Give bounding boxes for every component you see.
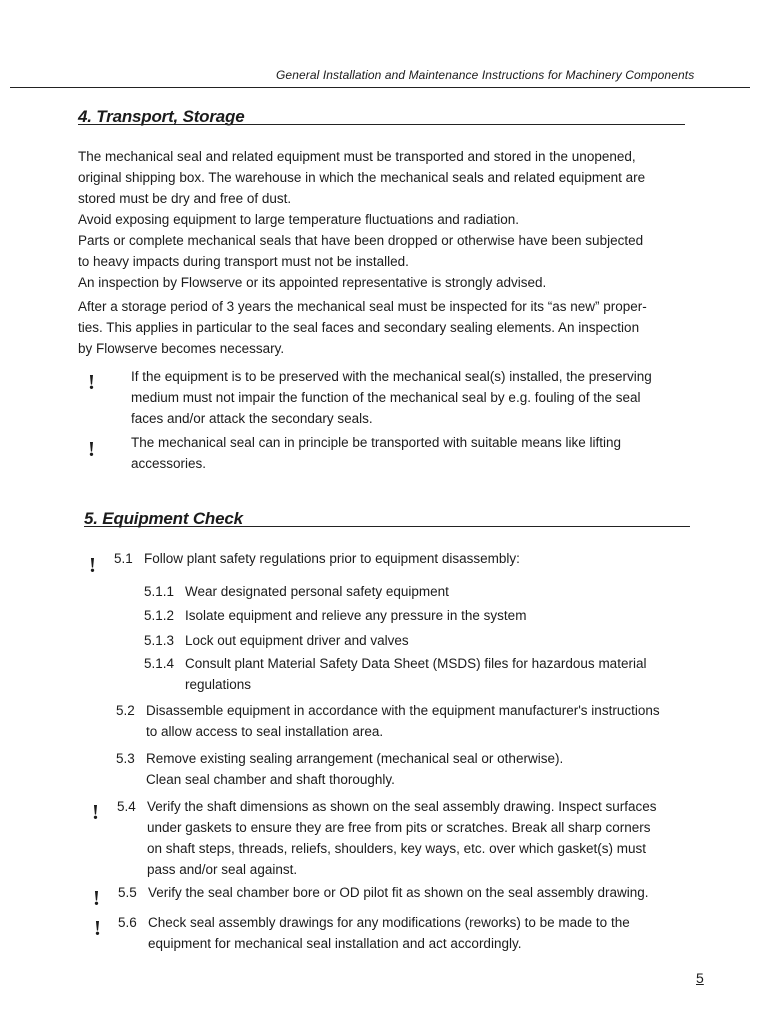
section-4-heading: 4. Transport, Storage: [78, 107, 245, 126]
list-item-5-6: 5.6 Check seal assembly drawings for any modifications (reworks) to be made to the equipment for mechanical seal installation and act accordingly.: [118, 915, 630, 951]
warning-icon: !: [93, 886, 100, 910]
list-item-5-1-1: 5.1.1 Wear designated personal safety equipment: [144, 584, 449, 599]
warning-icon: !: [89, 553, 96, 577]
list-item-5-1: 5.1 Follow plant safety regulations prior to equipment disassembly:: [114, 551, 520, 566]
warning-icon: !: [94, 916, 101, 940]
list-item-5-3: 5.3 Remove existing sealing arrangement (mechanical seal or otherwise). Clean seal chamber and shaft thoroughly.: [116, 751, 564, 787]
warning-icon: !: [88, 370, 95, 394]
list-item-5-5: 5.5 Verify the seal chamber bore or OD pilot fit as shown on the seal assembly drawing.: [118, 885, 649, 900]
warning-icon: !: [88, 437, 95, 461]
list-item-5-2: 5.2 Disassemble equipment in accordance with the equipment manufacturer's instructions to allow access to seal installation area.: [116, 703, 660, 739]
list-item-5-1-3: 5.1.3 Lock out equipment driver and valves: [144, 633, 409, 648]
list-item-5-1-4: 5.1.4 Consult plant Material Safety Data Sheet (MSDS) files for hazardous material regulations: [144, 656, 647, 692]
section-4-note-2: The mechanical seal can in principle be transported with suitable means like lifting accessories.: [131, 435, 622, 471]
warning-icon: !: [92, 800, 99, 824]
section-4-paragraph-1: The mechanical seal and related equipment must be transported and stored in the unopened, original shipping box. The warehouse in which the mechanical seals and related equipment are stored must be dry and free of dust. Avoid exposing equipment to large temperature fluctuations and radiation.: [78, 149, 646, 227]
list-item-5-4: 5.4 Verify the shaft dimensions as shown on the seal assembly drawing. Inspect surfaces under gaskets to ensure they are free from pits or scratches. Break all sharp corners on shaft steps, threads, reliefs, shoulders, key ways, etc. over which gasket(s) must pass and/or seal against.: [117, 799, 657, 877]
section-4-paragraph-2: Parts or complete mechanical seals that have been dropped or otherwise have been subjected to heavy impacts during transport must not be installed. An inspection by Flowserve or its appointed representative is strongly advised.: [78, 233, 644, 290]
page-number: 5: [696, 970, 704, 986]
list-item-5-1-2: 5.1.2 Isolate equipment and relieve any pressure in the system: [144, 608, 527, 623]
section-5-heading: 5. Equipment Check: [84, 509, 243, 528]
section-5-rule: [84, 526, 690, 527]
section-4-paragraph-3: After a storage period of 3 years the mechanical seal must be inspected for its “as new” proper- ties. This applies in particular to the seal faces and secondary sealing elements. An inspection by Flowserve becomes necessary.: [78, 299, 647, 356]
section-4-rule: [78, 124, 685, 125]
running-header: General Installation and Maintenance Instructions for Machinery Components: [276, 68, 695, 82]
section-4-note-1: If the equipment is to be preserved with the mechanical seal(s) installed, the preserving medium must not impair the function of the mechanical seal by e.g. fouling of the seal faces and/or attack the secondary seals.: [131, 369, 652, 426]
header-rule: [10, 87, 750, 88]
